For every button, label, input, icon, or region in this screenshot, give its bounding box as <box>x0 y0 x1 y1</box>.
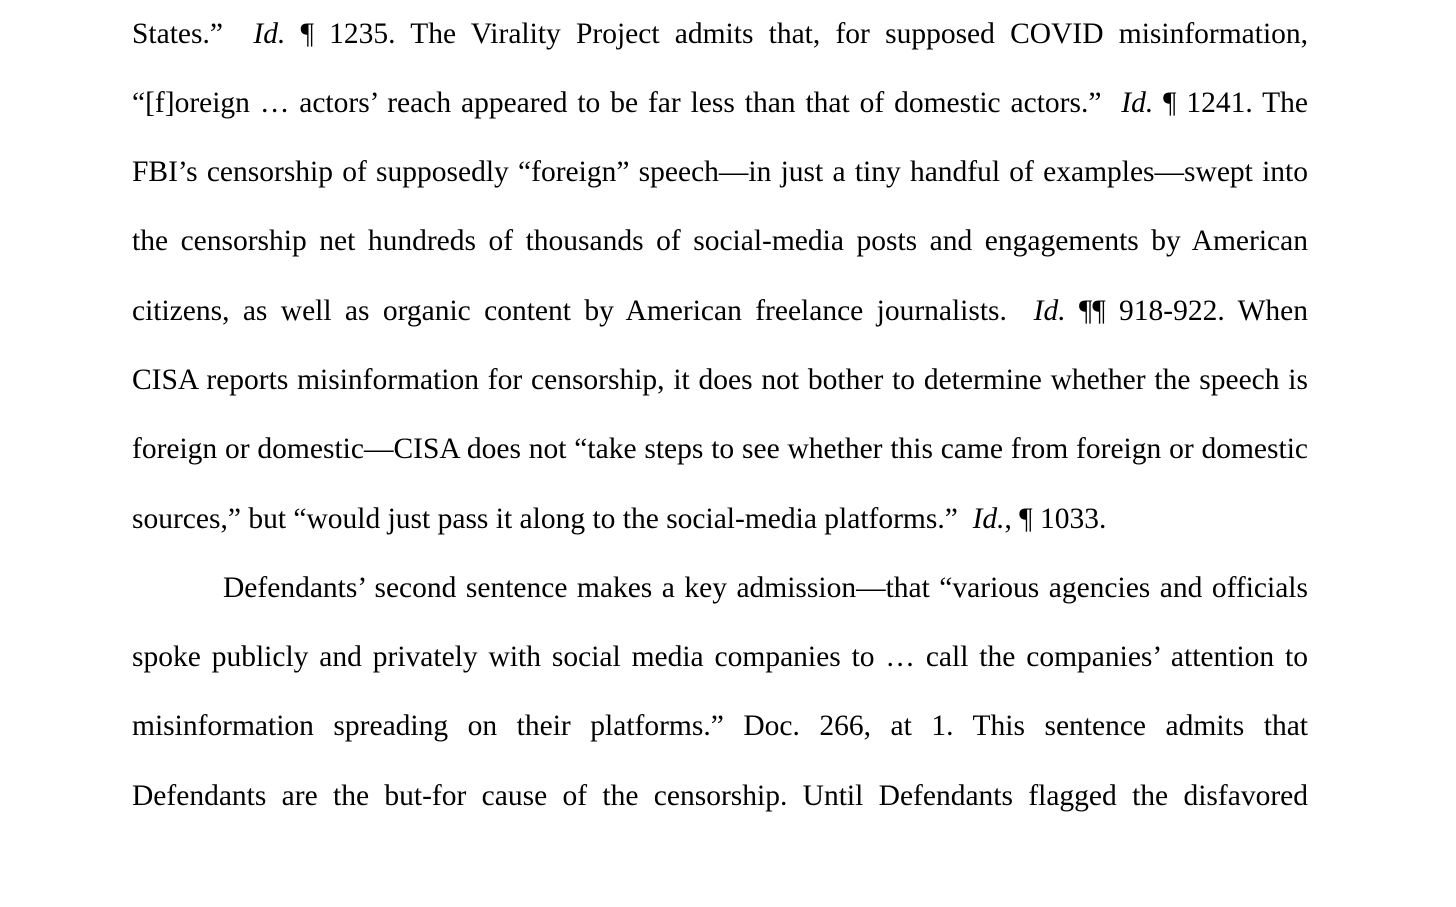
citation-id: Id. <box>972 503 1005 535</box>
citation-id: Id. <box>1033 295 1066 327</box>
text-span: ¶ 1235. The Virality Project admits that, for supposed COVID misinformation, <box>300 18 1309 50</box>
text-line: misinformation spreading on their platforms.” Doc. 266, at 1. This sentence admits that <box>132 710 1308 742</box>
text-span: sources,” but “would just pass it along to the social-media platforms.” <box>132 503 958 535</box>
text-line: FBI’s censorship of supposedly “foreign” speech—in just a tiny handful of examples—swept into <box>132 156 1308 188</box>
text-span: States.” <box>132 18 223 50</box>
citation-id: Id. <box>1121 87 1154 119</box>
text-line: the censorship net hundreds of thousands of social-media posts and engagements by American <box>132 225 1308 257</box>
text-span: ¶ 1241. The <box>1163 87 1309 119</box>
text-line: foreign or domestic—CISA does not “take steps to see whether this came from foreign or domestic <box>132 433 1308 465</box>
text-line <box>132 291 1308 331</box>
text-line: spoke publicly and privately with social media companies to … call the companies’ attention to <box>132 641 1308 673</box>
text-line: CISA reports misinformation for censorship, it does not bother to determine whether the speech is <box>132 364 1308 396</box>
text-line <box>132 83 1308 123</box>
text-span: , ¶ 1033. <box>1004 503 1107 535</box>
text-line <box>132 14 1308 54</box>
text-span: ¶¶ 918-922. When <box>1078 295 1309 327</box>
text-line: Defendants’ second sentence makes a key admission—that “various agencies and officials <box>223 572 1308 604</box>
text-line <box>132 499 1308 539</box>
text-span: “[f]oreign … actors’ reach appeared to be far less than that of domestic actors.” <box>132 87 1102 119</box>
text-line: Defendants are the but-for cause of the censorship. Until Defendants flagged the disfavored <box>132 780 1308 812</box>
citation-id: Id. <box>253 18 286 50</box>
text-span: citizens, as well as organic content by American freelance journalists. <box>132 295 1007 327</box>
